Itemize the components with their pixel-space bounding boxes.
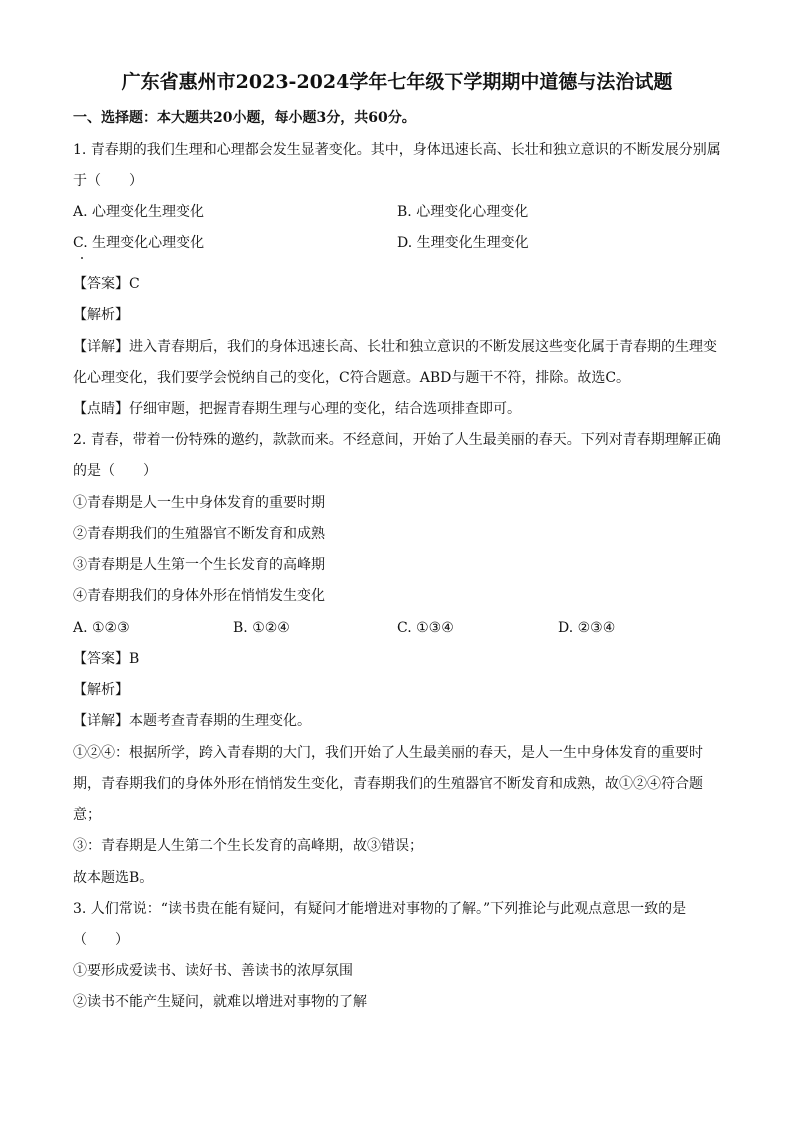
section-header: 一、选择题：本大题共20小题，每小题3分，共60分。	[73, 110, 416, 126]
q1-option-c: C. 生理变化心理变化	[73, 235, 205, 251]
q2-item-3: ③青春期是人生第一个生长发育的高峰期	[73, 557, 325, 573]
q1-option-b: B. 心理变化心理变化	[397, 204, 529, 220]
q1-detail-line2: 化心理变化，我们要学会悦纳自己的变化，C符合题意。ABD与题干不符，排除。故选C。	[73, 370, 631, 386]
q1-tip: 【点睛】仔细审题，把握青春期生理与心理的变化，结合选项排查即可。	[73, 401, 521, 417]
q3-stem-line2: （ ）	[73, 932, 129, 948]
q2-stem-line2: 的是（ ）	[73, 463, 157, 479]
q2-explanation-line4: ③：青春期是人生第二个生长发育的高峰期，故③错误；	[73, 838, 423, 854]
q1-detail-line1: 【详解】进入青春期后，我们的身体迅速长高、长壮和独立意识的不断发展这些变化属于青春期的生理变	[73, 339, 717, 355]
q2-answer: 【答案】B	[73, 651, 140, 667]
q1-analysis-label: 【解析】	[73, 307, 129, 323]
q1-option-a: A. 心理变化生理变化	[73, 204, 205, 220]
q2-conclusion: 故本题选B。	[73, 870, 154, 886]
q1-answer: 【答案】C	[73, 276, 140, 292]
q2-item-1: ①青春期是人一生中身体发育的重要时期	[73, 495, 325, 511]
stray-dot	[81, 257, 83, 259]
q2-detail: 【详解】本题考查青春期的生理变化。	[73, 713, 311, 729]
q2-option-b: B. ①②④	[233, 620, 290, 636]
q2-option-d: D. ②③④	[558, 620, 616, 636]
q3-stem-line1: 3. 人们常说：“读书贵在能有疑问，有疑问才能增进对事物的了解。”下列推论与此观点意思一致的是	[73, 901, 687, 917]
q3-item-1: ①要形成爱读书、读好书、善读书的浓厚氛围	[73, 963, 353, 979]
q2-item-4: ④青春期我们的身体外形在悄悄发生变化	[73, 588, 325, 604]
q1-stem-line2: 于（ ）	[73, 173, 143, 189]
q2-option-c: C. ①③④	[397, 620, 454, 636]
q2-explanation-line3: 意；	[73, 807, 101, 823]
q2-stem-line1: 2. 青春，带着一份特殊的邀约，款款而来。不经意间，开始了人生最美丽的春天。下列对青春期理解正确	[73, 432, 721, 448]
q2-explanation-line1: ①②④：根据所学，跨入青春期的大门，我们开始了人生最美丽的春天，是人一生中身体发育的重要时	[73, 745, 703, 761]
page-title: 广东省惠州市2023-2024学年七年级下学期期中道德与法治试题	[121, 71, 673, 93]
q2-explanation-line2: 期，青春期我们的身体外形在悄悄发生变化，青春期我们的生殖器官不断发育和成熟，故①②④符合题	[73, 776, 703, 792]
q1-stem-line1: 1. 青春期的我们生理和心理都会发生显著变化。其中，身体迅速长高、长壮和独立意识的不断发展分别属	[73, 142, 721, 158]
q1-option-d: D. 生理变化生理变化	[397, 235, 529, 251]
q2-item-2: ②青春期我们的生殖器官不断发育和成熟	[73, 526, 325, 542]
q2-option-a: A. ①②③	[73, 620, 130, 636]
q2-analysis-label: 【解析】	[73, 682, 129, 698]
q3-item-2: ②读书不能产生疑问，就难以增进对事物的了解	[73, 994, 367, 1010]
